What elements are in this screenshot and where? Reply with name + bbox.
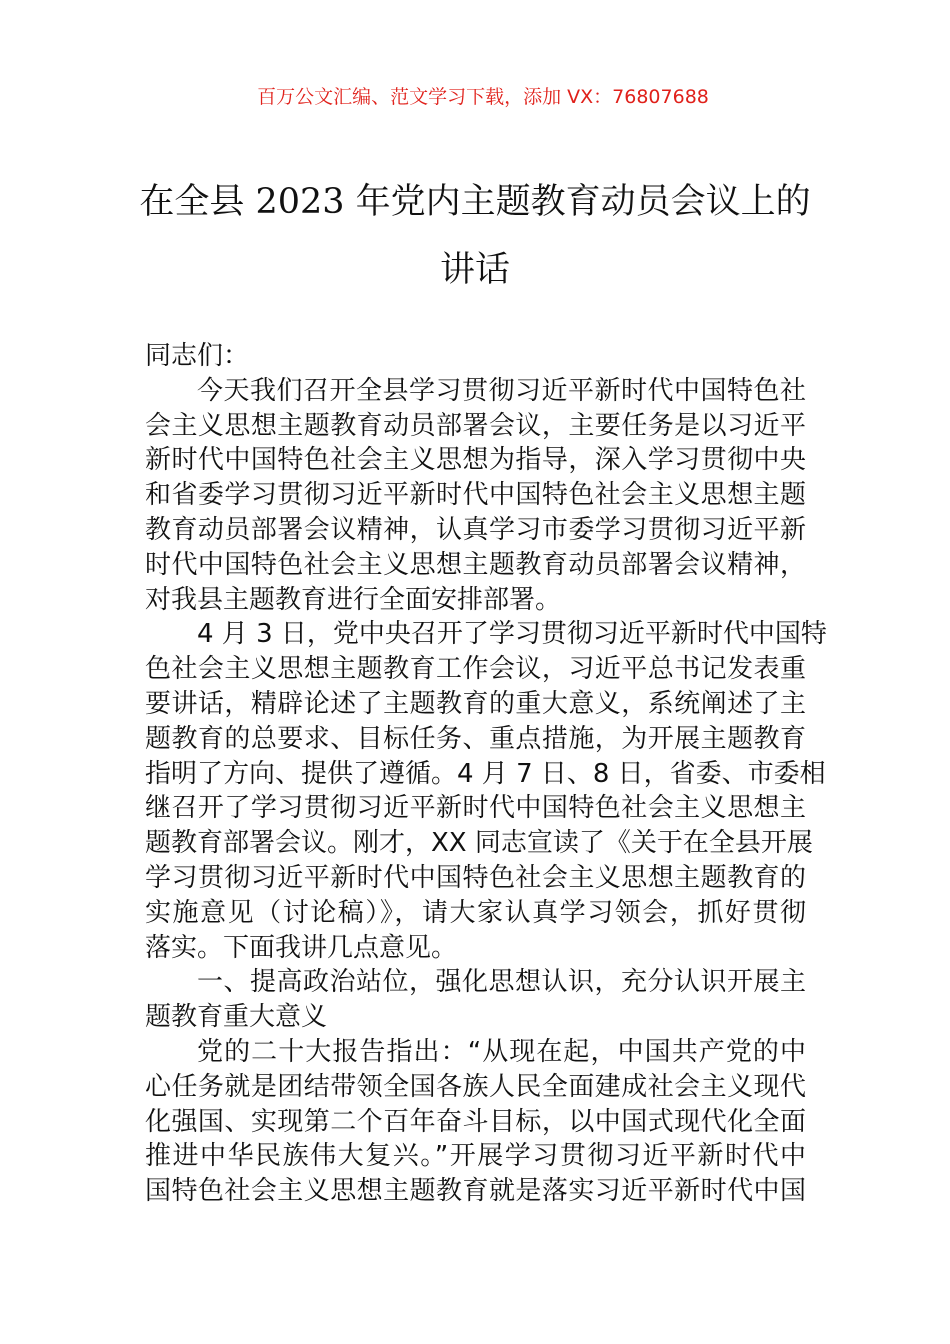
- text-line: 4 月 3 日，党中央召开了学习贯彻习近平新时代中国特: [197, 619, 827, 650]
- text-line: 要讲话，精辟论述了主题教育的重大意义，系统阐述了主: [145, 688, 806, 719]
- text-line: 化强国、实现第二个百年奋斗目标，以中国式现代化全面: [145, 1106, 806, 1137]
- text-line: 指明了方向、提供了遵循。4 月 7 日、8 日，省委、市委相: [145, 758, 826, 789]
- paragraph: [145, 1035, 806, 1209]
- text-line: 和省委学习贯彻习近平新时代中国特色社会主义思想主题: [145, 480, 806, 511]
- text-line: 国特色社会主义思想主题教育就是落实习近平新时代中国: [145, 1176, 806, 1207]
- text-line: 党的二十大报告指出：“从现在起，中国共产党的中: [197, 1036, 806, 1067]
- text-line: 新时代中国特色社会主义思想为指导，深入学习贯彻中央: [145, 445, 806, 476]
- document-title-line-1: 在全县 2023 年党内主题教育动员会议上的: [139, 182, 811, 222]
- document-body: [145, 339, 827, 1209]
- text-line: 落实。下面我讲几点意见。: [145, 932, 458, 963]
- text-line: 继召开了学习贯彻习近平新时代中国特色社会主义思想主: [145, 793, 806, 824]
- text-line: 题教育重大意义: [145, 1002, 328, 1033]
- text-line: 教育动员部署会议精神，认真学习市委学习贯彻习近平新: [145, 514, 806, 545]
- paragraph: [145, 374, 806, 618]
- text-line: 题教育的总要求、目标任务、重点措施，为开展主题教育: [145, 723, 806, 754]
- text-line: 推进中华民族伟大复兴。”开展学习贯彻习近平新时代中: [145, 1141, 806, 1172]
- text-line: 题教育部署会议。刚才，XX 同志宣读了《关于在全县开展: [145, 828, 813, 859]
- text-line: 时代中国特色社会主义思想主题教育动员部署会议精神，: [145, 549, 806, 580]
- section-heading: [145, 965, 806, 1035]
- text-line: 心任务就是团结带领全国各族人民全面建成社会主义现代: [145, 1071, 806, 1102]
- text-line: 一、提高政治站位，强化思想认识，充分认识开展主: [197, 967, 806, 998]
- paragraph: [145, 617, 827, 965]
- text-line: 色社会主义思想主题教育工作会议，习近平总书记发表重: [145, 654, 806, 685]
- document-title-line-2: 讲话: [439, 250, 510, 290]
- text-line: 实施意见（讨论稿）》，请大家认真学习领会，抓好贯彻: [145, 897, 806, 928]
- text-line: 对我县主题教育进行全面安排部署。: [145, 584, 562, 615]
- header-banner: 百万公文汇编、范文学习下载，添加 VX：76807688: [257, 86, 709, 108]
- text-line: 今天我们召开全县学习贯彻习近平新时代中国特色社: [197, 375, 806, 406]
- text-line: 会主义思想主题教育动员部署会议，主要任务是以习近平: [145, 410, 806, 441]
- salutation: 同志们：: [145, 341, 250, 371]
- paragraphs: [145, 374, 827, 1209]
- text-line: 学习贯彻习近平新时代中国特色社会主义思想主题教育的: [145, 862, 806, 893]
